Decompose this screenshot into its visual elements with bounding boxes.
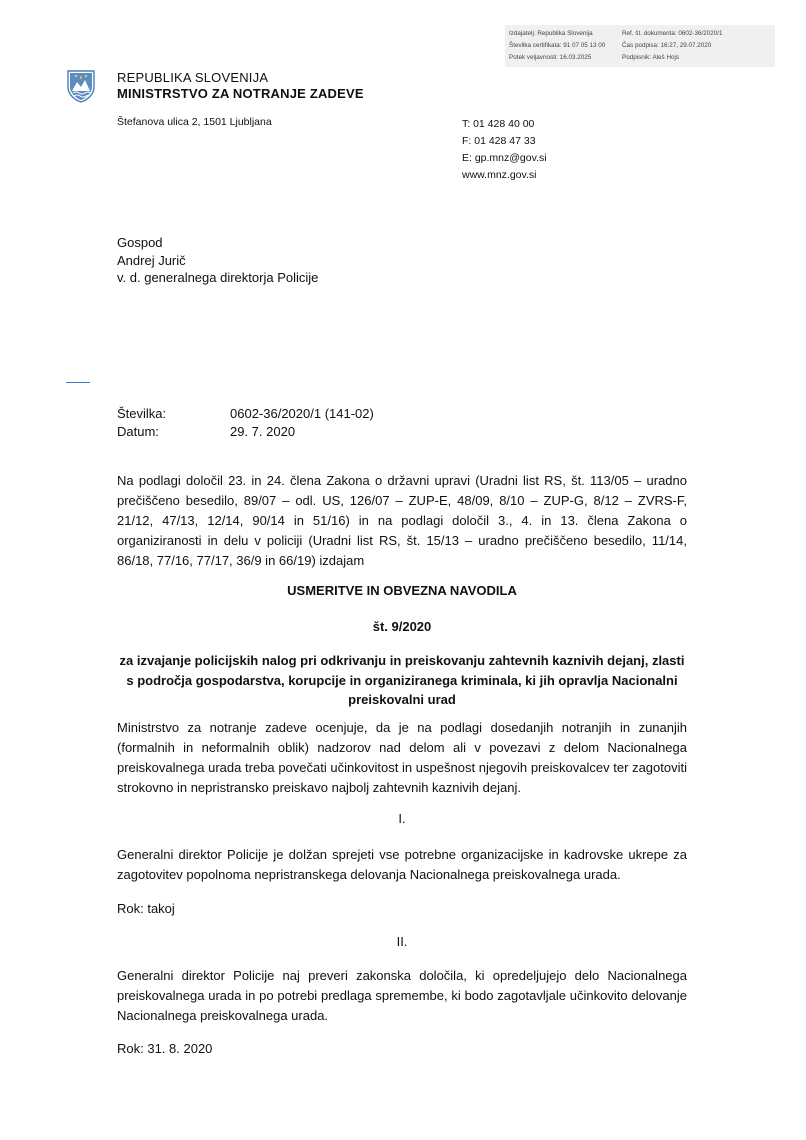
- section-2-text: Generalni direktor Policije naj preveri zakonska določila, ki opredeljujejo delo Nacionalnega preiskovalnega urada in po potrebi predlaga spremembe, ki bodo zagotavljale učinkovito delovanje Nacionalnega preiskovalnega urada.: [117, 968, 687, 1023]
- assessment-paragraph: Ministrstvo za notranje zadeve ocenjuje, da je na podlagi dosedanjih notranjih in zunanjih (formalnih in neformalnih oblik) nadzorov nad delom ali v povezavi z delom Nacionalnega preiskovalnega urada treba povečati učinkovitost in uspešnost njegovih preiskovalcev ter zagotoviti strokovno in nepristransko preiskavo najbolj zahtevnih kaznivih dejanj.: [117, 720, 687, 795]
- org-address: Štefanova ulica 2, 1501 Ljubljana: [117, 116, 272, 128]
- signature-time: Čas podpisa: 16:27, 29.07.2020: [622, 42, 712, 49]
- contact-email: E: gp.mnz@gov.si: [462, 152, 547, 164]
- org-ministry: MINISTRSTVO ZA NOTRANJE ZADEVE: [117, 86, 364, 101]
- contact-block: [462, 116, 547, 184]
- number-label: Številka:: [117, 406, 167, 421]
- number-value: 0602-36/2020/1 (141-02): [230, 406, 374, 421]
- signature-certificate: Številka certifikata: 91 07 05 13 00: [509, 42, 606, 49]
- intro-paragraph: Na podlagi določil 23. in 24. člena Zakona o državni upravi (Uradni list RS, št. 113/05 – uradno prečiščeno besedilo, 89/07 – odl. US, 126/07 – ZUP-E, 48/09, 8/10 – ZUP-G, 8/12 – ZVRS-F, 21/12, 47/13, 12/14, 90/14 in 51/16) in na podlagi določil 3., 4. in 13. člena Zakona o organiziranosti in delu v policiji (Uradni list RS, št. 15/13 – uradno prečiščeno besedilo, 11/14, 86/18, 77/16, 77/17, 36/9 in 66/19) izdajam: [117, 473, 687, 568]
- coat-of-arms-icon: [66, 69, 96, 103]
- fold-marker: [66, 382, 90, 383]
- contact-fax: F: 01 428 47 33: [462, 135, 536, 147]
- date-value: 29. 7. 2020: [230, 423, 296, 439]
- document-heading: USMERITVE IN OBVEZNA NAVODILA: [287, 583, 517, 598]
- contact-phone: T: 01 428 40 00: [462, 118, 535, 130]
- meta-values: [230, 405, 374, 440]
- meta-labels: [117, 405, 166, 440]
- signature-doc-ref: Ref. št. dokumenta: 0602-36/2020/1: [622, 30, 723, 37]
- section-2-numeral: II.: [396, 934, 408, 949]
- signature-signer: Podpisnik: Aleš Hojs: [622, 54, 680, 61]
- document-subject: za izvajanje policijskih nalog pri odkrivanju in preiskovanju zahtevnih kaznivih dejanj, zlasti s področja gospodarstva, korupcije in organiziranega kriminala, ki jih opravlja Nacionalni preiskovalni urad: [119, 653, 685, 707]
- signature-box: [505, 25, 775, 67]
- recipient-title: v. d. generalnega direktorja Policije: [117, 270, 319, 285]
- recipient-name: Andrej Jurič: [117, 252, 186, 268]
- signature-issuer: Izdajatelj: Republika Slovenija: [509, 30, 593, 37]
- recipient-block: [117, 234, 318, 287]
- document-number: št. 9/2020: [372, 619, 432, 634]
- date-label: Datum:: [117, 423, 159, 439]
- recipient-salutation: Gospod: [117, 235, 163, 250]
- signature-validity: Potek veljavnosti: 16.03.2025: [509, 54, 592, 61]
- section-1-text: Generalni direktor Policije je dolžan sprejeti vse potrebne organizacijske in kadrovske ukrepe za zagotovitev popolnoma nepristranskega delovanja Nacionalnega preiskovalnega urada.: [117, 847, 687, 882]
- section-2-deadline: Rok: 31. 8. 2020: [117, 1041, 213, 1056]
- section-1-deadline: Rok: takoj: [117, 901, 175, 916]
- contact-website: www.mnz.gov.si: [462, 169, 537, 181]
- section-1-numeral: I.: [398, 811, 406, 826]
- org-country: REPUBLIKA SLOVENIJA: [117, 70, 269, 85]
